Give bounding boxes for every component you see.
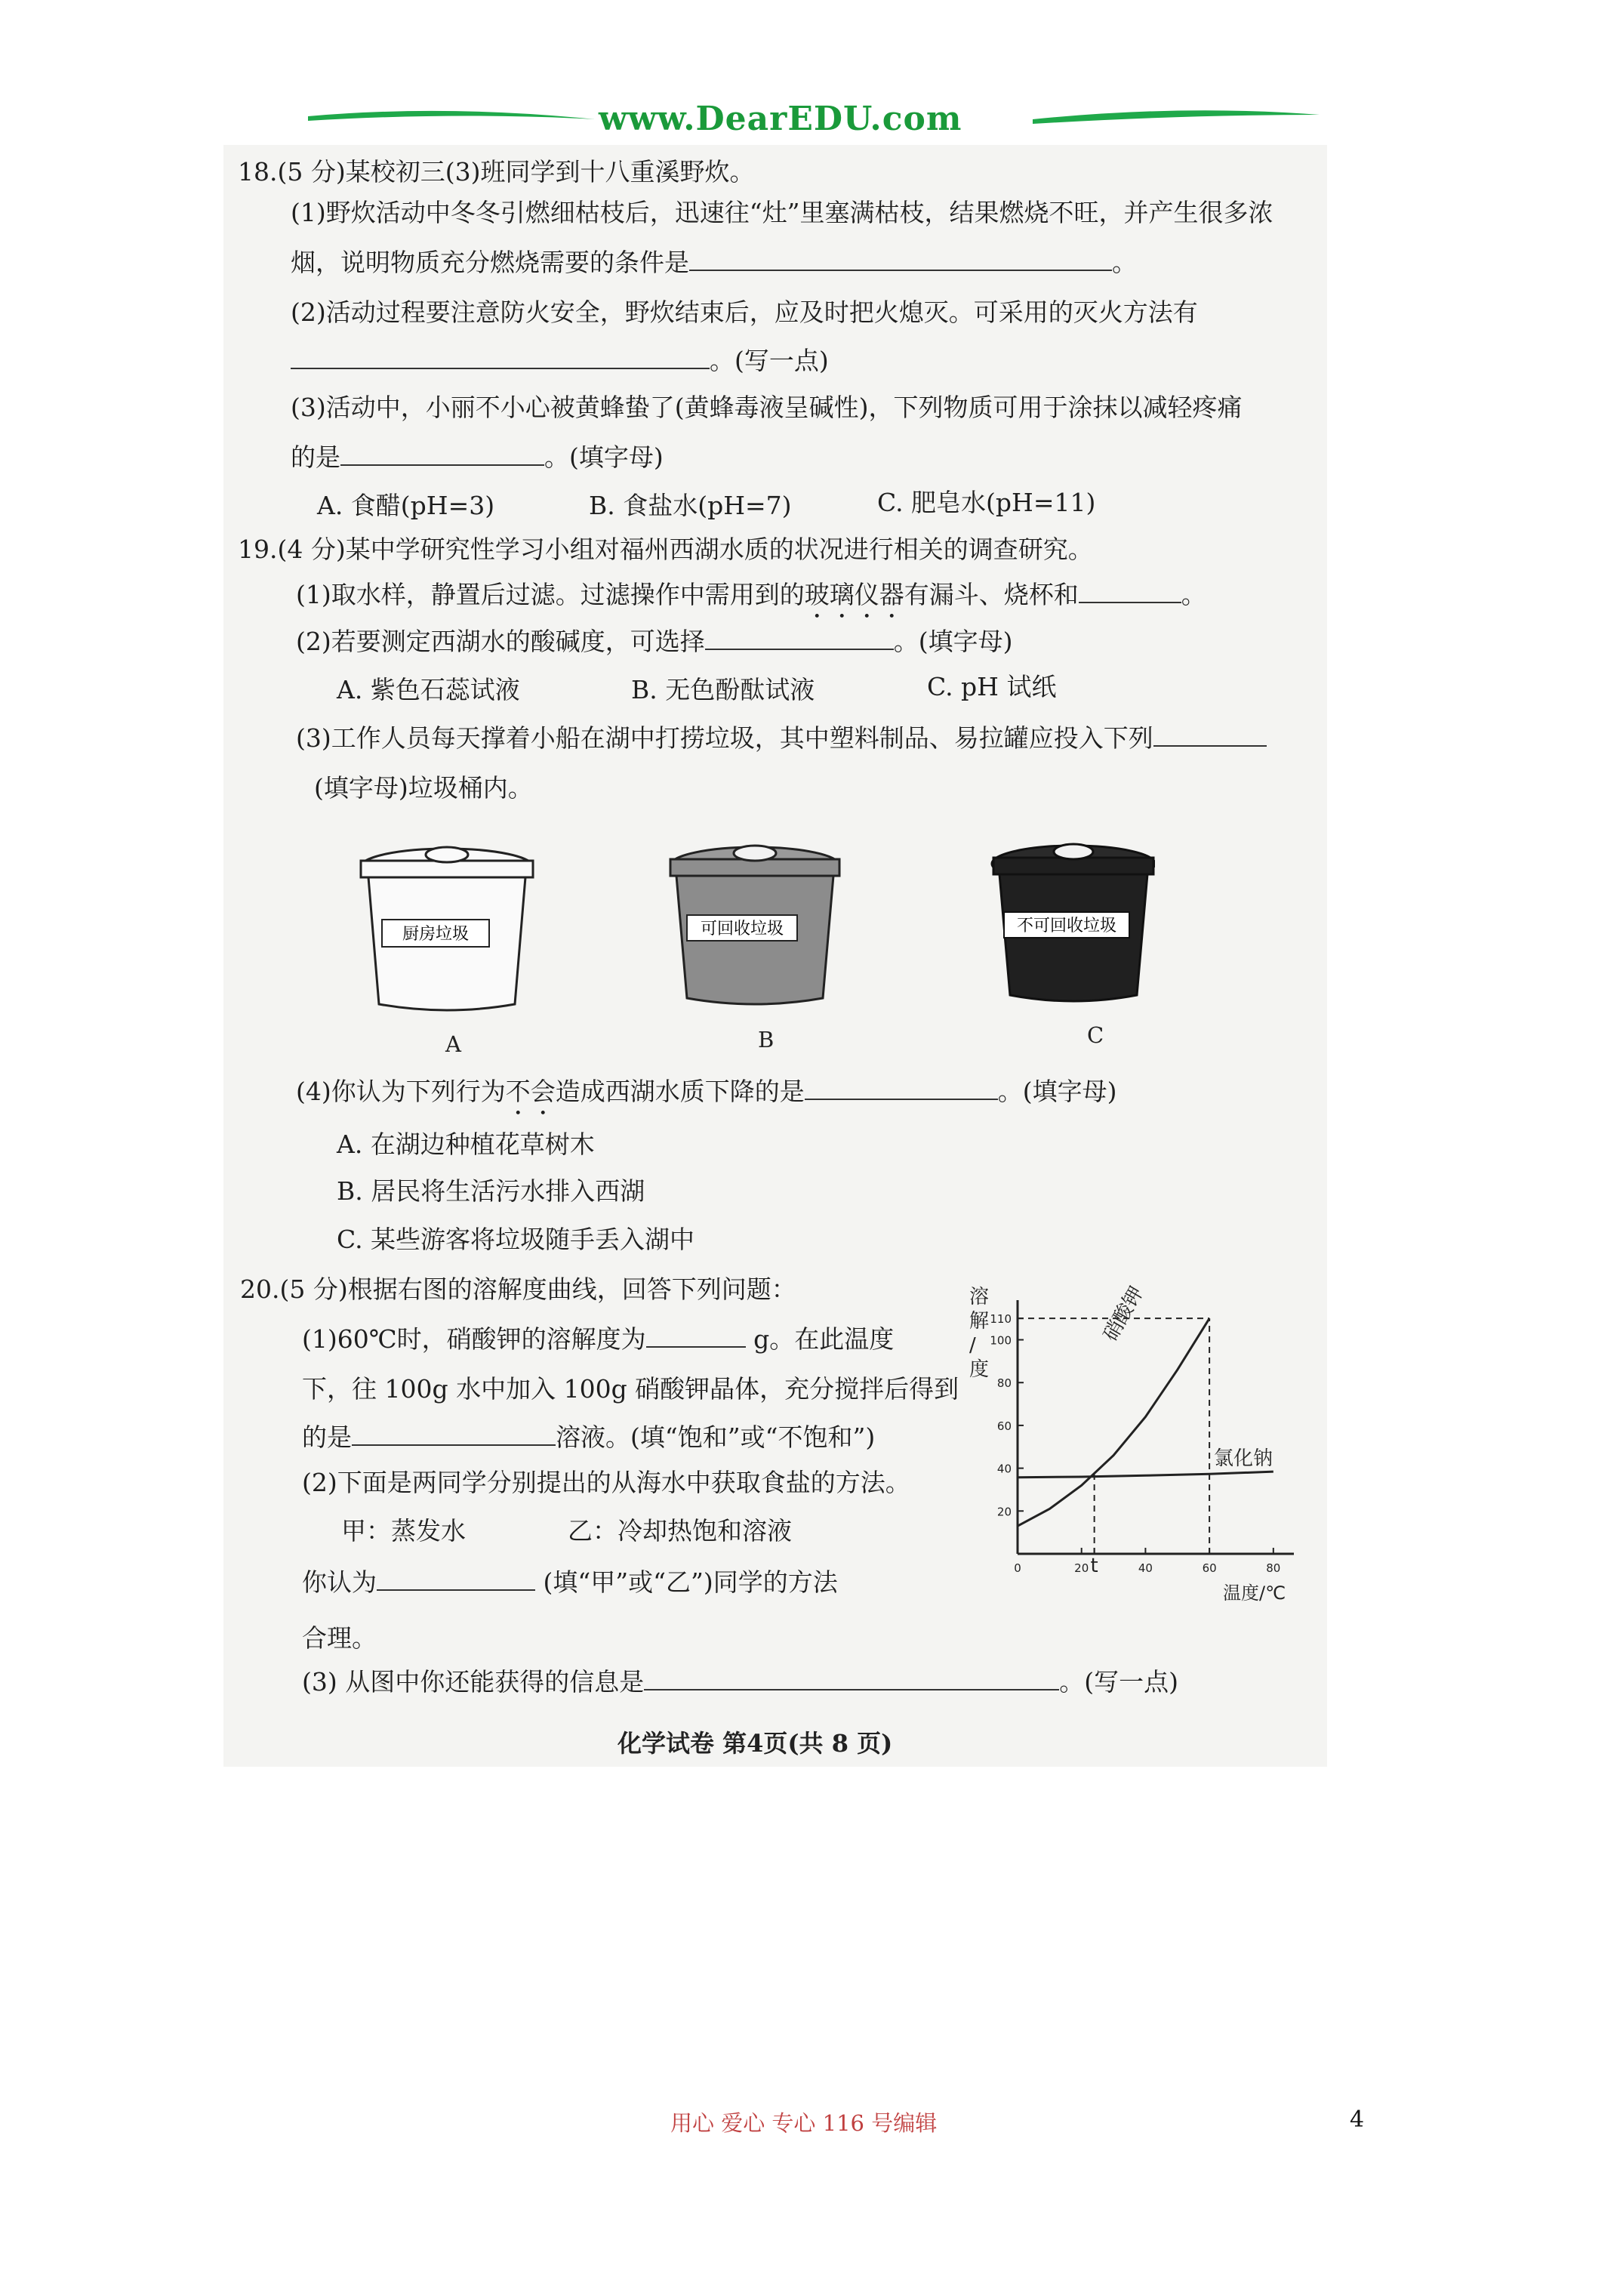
q20-p2c: 合理。	[302, 1623, 377, 1653]
q18-answer-blank-1[interactable]	[689, 248, 1112, 271]
q19-option-a: A. 紫色石蕊试液	[337, 675, 520, 704]
x-tick-label: 0	[1014, 1561, 1021, 1575]
q20-p3: (3) 从图中你还能获得的信息是 。(写一点)	[302, 1667, 1178, 1697]
y-tick-label: 80	[996, 1376, 1012, 1391]
q20-p1b: 下，往 100g 水中加入 100g 硝酸钾晶体，充分搅拌后得到	[302, 1374, 959, 1404]
x-tick-label: 20	[1074, 1561, 1089, 1575]
q18-option-a: A. 食醋(pH=3)	[317, 491, 495, 520]
q18-p1b: 烟，说明物质充分燃烧需要的条件是 。	[291, 248, 1137, 277]
q20-answer-blank-4[interactable]	[644, 1668, 1059, 1690]
q18-p1a: (1)野炊活动中冬冬引燃细枯枝后，迅速往“灶”里塞满枯枝，结果燃烧不旺，并产生很多浓	[291, 198, 1273, 227]
q19-answer-blank-3[interactable]	[1153, 724, 1267, 747]
svg-text:度: 度	[969, 1358, 990, 1381]
x-tick-label: t	[1090, 1555, 1098, 1577]
q18-answer-blank-3[interactable]	[340, 443, 544, 466]
q20-p2b: 你认为 (填“甲”或“乙”)同学的方法	[302, 1567, 838, 1597]
q20-title: 20.(5 分)根据右图的溶解度曲线，回答下列问题：	[240, 1274, 796, 1304]
q20-yi: 乙：冷却热饱和溶液	[568, 1516, 792, 1546]
bin-c-letter: C	[1087, 1022, 1104, 1048]
y-tick-label: 40	[996, 1462, 1012, 1476]
page-number: 4	[1350, 2106, 1365, 2133]
q19-answer-blank-2[interactable]	[705, 627, 894, 650]
q18-p3a: (3)活动中，小丽不小心被黄蜂蛰了(黄蜂毒液呈碱性)，下列物质可用于涂抹以减轻疼痛	[291, 393, 1243, 422]
trash-bins-figure	[355, 838, 1155, 1042]
y-tick-label: 60	[996, 1419, 1012, 1433]
bin-b-letter: B	[758, 1027, 775, 1052]
series-label-kno3: 硝酸钾	[1099, 1282, 1149, 1345]
svg-text:溶: 溶	[969, 1286, 990, 1308]
q19-answer-blank-1[interactable]	[1079, 581, 1181, 603]
q19-option4-c: C. 某些游客将垃圾随手丢入湖中	[337, 1225, 695, 1254]
site-banner	[308, 97, 1320, 145]
q18-p2b: 。(写一点)	[291, 344, 829, 378]
svg-text:/: /	[969, 1334, 976, 1357]
editor-note: 用心 爱心 专心 116 号编辑	[670, 2110, 938, 2136]
q20-answer-blank-1[interactable]	[646, 1325, 746, 1348]
series-line-0	[1018, 1318, 1209, 1526]
q18-answer-blank-2[interactable]	[291, 347, 710, 369]
bin-b-label: 可回收垃圾	[700, 920, 784, 938]
svg-text:解: 解	[969, 1310, 990, 1333]
x-tick-label: 40	[1138, 1561, 1153, 1575]
q19-p2: (2)若要测定西湖水的酸碱度，可选择 。(填字母)	[296, 627, 1013, 656]
y-tick-label: 20	[996, 1505, 1012, 1519]
q19-option-b: B. 无色酚酞试液	[631, 675, 815, 704]
y-axis-label	[969, 1286, 989, 1381]
q19-title: 19.(4 分)某中学研究性学习小组对福州西湖水质的状况进行相关的调查研究。	[238, 535, 1093, 564]
q18-option-c: C. 肥皂水(pH=11)	[877, 488, 1096, 517]
bin-c-label: 不可回收垃圾	[1016, 917, 1117, 935]
bin-c[interactable]	[992, 844, 1155, 1001]
q19-p4: (4)你认为下列行为不会造成西湖水质下降的是 。(填字母)	[296, 1077, 1117, 1106]
q19-option4-b: B. 居民将生活污水排入西湖	[337, 1176, 645, 1206]
q19-p1: (1)取水样，静置后过滤。过滤操作中需用到的玻璃仪器有漏斗、烧杯和 。	[296, 580, 1206, 609]
q18-p2a: (2)活动过程要注意防火安全，野炊结束后，应及时把火熄灭。可采用的灭火方法有	[291, 297, 1198, 327]
bin-a-label: 厨房垃圾	[402, 925, 470, 944]
q19-option4-a: A. 在湖边种植花草树木	[337, 1130, 595, 1159]
q19-p3b: (填字母)垃圾桶内。	[314, 773, 533, 803]
bin-a[interactable]	[361, 847, 533, 1010]
y-tick-label: 110	[990, 1312, 1012, 1327]
q18-option-b: B. 食盐水(pH=7)	[589, 491, 792, 520]
q19-p3a: (3)工作人员每天撑着小船在湖中打捞垃圾，其中塑料制品、易拉罐应投入下列	[296, 722, 1267, 755]
series-label-nacl: 氯化钠	[1214, 1447, 1273, 1470]
q19-answer-blank-4[interactable]	[805, 1077, 998, 1100]
x-axis-label: 温度/℃	[1223, 1583, 1286, 1604]
q20-p1c: 的是 溶液。(填“饱和”或“不饱和”)	[302, 1422, 876, 1452]
solubility-chart	[959, 1281, 1321, 1613]
q18-title: 18.(5 分)某校初三(3)班同学到十八重溪野炊。	[238, 157, 755, 186]
q20-p1a: (1)60℃时，硝酸钾的溶解度为 g。在此温度	[302, 1324, 895, 1354]
x-tick-label: 60	[1202, 1561, 1217, 1575]
series-line-1	[1018, 1472, 1273, 1478]
q20-p2: (2)下面是两同学分别提出的从海水中获取食盐的方法。	[302, 1468, 910, 1497]
x-tick-label: 80	[1266, 1561, 1281, 1575]
bin-b[interactable]	[670, 846, 839, 1004]
q20-answer-blank-3[interactable]	[377, 1568, 535, 1591]
site-url[interactable]: www.DearEDU.com	[599, 100, 962, 138]
paper-footer: 化学试卷 第4页(共 8 页)	[617, 1729, 893, 1758]
q19-option-c: C. pH 试纸	[927, 672, 1057, 701]
bin-a-letter: A	[445, 1031, 461, 1057]
y-tick-label: 100	[990, 1333, 1012, 1348]
q18-p3b: 的是 。(填字母)	[291, 442, 664, 472]
q20-jia: 甲：蒸发水	[341, 1516, 466, 1546]
q20-answer-blank-2[interactable]	[352, 1423, 556, 1446]
